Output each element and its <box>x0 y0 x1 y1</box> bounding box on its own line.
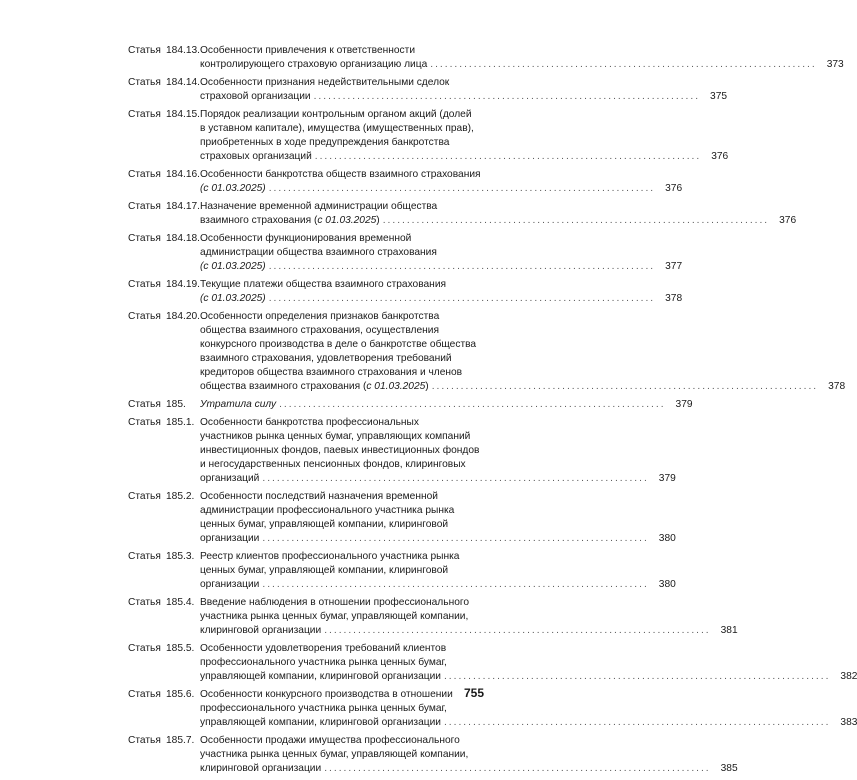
title-text <box>200 670 441 684</box>
entry-page[interactable]: 379 <box>675 399 693 410</box>
title-segment: ) <box>425 381 429 392</box>
dot-leader: ................................................................................ <box>313 91 701 102</box>
title-line <box>200 44 844 58</box>
article-number <box>128 310 200 394</box>
title-line <box>200 150 728 164</box>
title-segment: конкурсного производства в деле о банкротстве общества <box>200 339 477 350</box>
dot-leader: ................................................................................ <box>262 579 649 590</box>
entry-title <box>200 596 738 638</box>
title-segment: Особенности привлечения к ответственности <box>200 45 416 56</box>
title-segment: Особенности признания недействительными сделок <box>200 77 450 88</box>
article-prefix: Статья <box>128 279 161 290</box>
title-text <box>200 656 447 670</box>
title-text <box>200 624 321 638</box>
title-segment: ценных бумаг, управляющей компании, клиринговой <box>200 519 449 530</box>
title-segment: клиринговой организации <box>200 625 322 636</box>
title-line <box>200 670 857 684</box>
title-line <box>200 642 857 656</box>
entry-title <box>200 398 693 412</box>
toc-entry <box>128 490 676 546</box>
toc-entry <box>128 416 676 486</box>
dot-leader: ................................................................................ <box>431 381 819 392</box>
title-line <box>200 76 727 90</box>
entry-page[interactable]: 376 <box>665 183 683 194</box>
title-line <box>200 380 845 394</box>
dot-leader: ................................................................................ <box>262 533 649 544</box>
article-num: 184.17. <box>166 201 200 212</box>
toc-entry <box>128 232 683 274</box>
title-segment: в уставном капитале), имущества (имущественных прав), <box>200 123 474 134</box>
title-line <box>200 578 676 592</box>
article-num: 185.4. <box>166 597 195 608</box>
title-text <box>200 90 311 104</box>
article-number <box>128 76 200 104</box>
title-segment: Особенности банкротства обществ взаимного страхования <box>200 169 481 180</box>
title-text <box>200 182 266 196</box>
title-text <box>200 578 259 592</box>
title-text <box>200 136 449 150</box>
title-text <box>200 150 312 164</box>
article-prefix: Статья <box>128 417 161 428</box>
article-num: 185.5. <box>166 643 195 654</box>
article-num: 184.18. <box>166 233 200 244</box>
article-num: 185. <box>166 399 186 410</box>
entry-page[interactable]: 380 <box>658 533 676 544</box>
article-number <box>128 490 200 546</box>
toc-entry <box>128 44 844 72</box>
title-line <box>200 490 676 504</box>
title-text <box>200 702 447 716</box>
article-number <box>128 688 200 730</box>
title-segment: Особенности удовлетворения требований клиентов <box>200 643 447 654</box>
toc-entry <box>128 734 738 776</box>
title-line <box>200 532 676 546</box>
title-segment: ценных бумаг, управляющей компании, клиринговой <box>200 565 449 576</box>
title-line <box>200 310 845 324</box>
dot-leader: ................................................................................ <box>279 399 666 410</box>
entry-title <box>200 550 676 592</box>
entry-title <box>200 734 738 776</box>
title-line <box>200 416 676 430</box>
entry-page[interactable]: 381 <box>720 625 738 636</box>
title-line <box>200 398 693 412</box>
title-segment: (с 01.03.2025) <box>200 293 266 304</box>
article-number <box>128 108 200 164</box>
title-line <box>200 762 738 776</box>
title-line <box>200 518 676 532</box>
title-text <box>200 416 419 430</box>
title-text <box>200 246 437 260</box>
title-text <box>200 642 446 656</box>
toc-entry <box>128 200 797 228</box>
title-line <box>200 596 738 610</box>
title-line <box>200 58 844 72</box>
title-segment: управляющей компании, клиринговой организации <box>200 717 441 728</box>
title-segment: Особенности определения признаков банкротства <box>200 311 440 322</box>
title-segment: приобретенных в ходе предупреждения банкротства <box>200 137 450 148</box>
title-text <box>200 596 469 610</box>
title-text <box>200 324 439 338</box>
article-prefix: Статья <box>128 169 161 180</box>
title-text <box>200 688 453 702</box>
title-text <box>200 380 429 394</box>
title-segment: организаций <box>200 473 260 484</box>
title-segment: и негосударственных пенсионных фондов, клиринговых <box>200 459 466 470</box>
title-segment: ) <box>376 215 380 226</box>
title-segment: Особенности функционирования временной <box>200 233 412 244</box>
title-segment: страховой организации <box>200 91 311 102</box>
title-line <box>200 688 857 702</box>
title-line <box>200 232 682 246</box>
title-text <box>200 260 266 274</box>
toc-entry <box>128 108 729 164</box>
article-num: 185.6. <box>166 689 195 700</box>
title-text <box>200 472 259 486</box>
date-note: с 01.03.2025 <box>317 215 377 226</box>
title-line <box>200 324 845 338</box>
entry-title <box>200 642 857 684</box>
title-text <box>200 504 454 518</box>
toc-entry <box>128 688 857 730</box>
title-segment: Особенности конкурсного производства в отношении <box>200 689 453 700</box>
article-num: 185.2. <box>166 491 195 502</box>
title-text <box>200 518 448 532</box>
article-number <box>128 232 200 274</box>
title-segment: взаимного страхования, удовлетворения требований <box>200 353 452 364</box>
title-line <box>200 504 676 518</box>
title-line <box>200 136 728 150</box>
entry-page[interactable]: 380 <box>658 579 676 590</box>
title-line <box>200 260 682 274</box>
title-line <box>200 472 676 486</box>
title-segment: участника рынка ценных бумаг, управляющей компании, <box>200 611 469 622</box>
title-segment: кредиторов общества взаимного страхования и членов <box>200 367 463 378</box>
entry-title <box>200 44 844 72</box>
title-line <box>200 702 857 716</box>
title-text <box>200 610 468 624</box>
article-prefix: Статья <box>128 597 161 608</box>
entry-title <box>200 200 796 228</box>
article-prefix: Статья <box>128 551 161 562</box>
article-prefix: Статья <box>128 77 161 88</box>
title-line <box>200 182 682 196</box>
title-segment: инвестиционных фондов, паевых инвестиционных фондов <box>200 445 480 456</box>
toc-entry <box>128 310 846 394</box>
toc-entry <box>128 398 693 412</box>
title-segment: профессионального участника рынка ценных бумаг, <box>200 703 447 714</box>
title-segment: управляющей компании, клиринговой организации <box>200 671 441 682</box>
page-number: 755 <box>463 686 484 700</box>
article-number <box>128 596 200 638</box>
title-text <box>200 564 448 578</box>
article-number <box>128 200 200 228</box>
title-text <box>200 44 415 58</box>
title-text <box>200 762 321 776</box>
entry-page[interactable]: 377 <box>665 261 683 272</box>
title-segment: клиринговой организации <box>200 763 322 774</box>
title-line <box>200 352 845 366</box>
title-text <box>200 76 449 90</box>
title-segment: администрации общества взаимного страхования <box>200 247 437 258</box>
title-segment: контролирующего страховую организацию лица <box>200 59 428 70</box>
title-segment: участника рынка ценных бумаг, управляющей компании, <box>200 749 469 760</box>
article-num: 184.13. <box>166 45 200 56</box>
title-segment: профессионального участника рынка ценных бумаг, <box>200 657 447 668</box>
entry-page[interactable]: 379 <box>658 473 676 484</box>
article-number <box>128 278 200 306</box>
title-text <box>200 398 276 412</box>
dot-leader: ................................................................................ <box>262 473 649 484</box>
title-segment: страховых организаций <box>200 151 312 162</box>
article-prefix: Статья <box>128 45 161 56</box>
article-number <box>128 642 200 684</box>
entry-page[interactable]: 376 <box>711 151 729 162</box>
title-line <box>200 458 676 472</box>
entry-page[interactable]: 385 <box>720 763 738 774</box>
entry-title <box>200 310 845 394</box>
dot-leader: ................................................................................ <box>430 59 817 70</box>
title-segment: Назначение временной администрации общества <box>200 201 438 212</box>
title-line <box>200 564 676 578</box>
entry-title <box>200 108 728 164</box>
title-line <box>200 624 738 638</box>
title-segment: Реестр клиентов профессионального участника рынка <box>200 551 460 562</box>
title-line <box>200 108 728 122</box>
article-prefix: Статья <box>128 689 161 700</box>
dot-leader: ................................................................................ <box>268 183 656 194</box>
title-line <box>200 200 796 214</box>
dot-leader: ................................................................................ <box>314 151 702 162</box>
title-line <box>200 214 796 228</box>
title-text <box>200 310 439 324</box>
title-line <box>200 278 682 292</box>
title-line <box>200 168 682 182</box>
title-segment: организации <box>200 533 260 544</box>
title-text <box>200 734 460 748</box>
title-line <box>200 610 738 624</box>
title-text <box>200 458 466 472</box>
title-line <box>200 246 682 260</box>
title-segment: Утратила силу <box>200 399 277 410</box>
entry-title <box>200 76 727 104</box>
dot-leader: ................................................................................ <box>443 717 831 728</box>
title-line <box>200 444 676 458</box>
article-num: 185.3. <box>166 551 195 562</box>
title-text <box>200 200 437 214</box>
title-segment: Введение наблюдения в отношении профессионального <box>200 597 470 608</box>
dot-leader: ................................................................................ <box>382 215 770 226</box>
title-line <box>200 430 676 444</box>
table-of-contents <box>128 44 857 780</box>
article-num: 184.16. <box>166 169 200 180</box>
title-text <box>200 168 481 182</box>
article-num: 185.7. <box>166 735 195 746</box>
article-num: 184.14. <box>166 77 200 88</box>
title-line <box>200 748 738 762</box>
title-text <box>200 532 259 546</box>
dot-leader: ................................................................................ <box>268 261 656 272</box>
article-number <box>128 550 200 592</box>
title-line <box>200 90 727 104</box>
entry-page[interactable]: 383 <box>840 717 857 728</box>
title-segment: общества взаимного страхования, осуществления <box>200 325 439 336</box>
article-num: 184.19. <box>166 279 200 290</box>
article-prefix: Статья <box>128 201 161 212</box>
title-segment: общества взаимного страхования ( <box>200 381 367 392</box>
title-segment: (с 01.03.2025) <box>200 183 266 194</box>
toc-entry <box>128 168 683 196</box>
article-number <box>128 44 200 72</box>
entry-page[interactable]: 375 <box>710 91 728 102</box>
title-text <box>200 366 462 380</box>
title-text <box>200 278 446 292</box>
entry-page[interactable]: 373 <box>826 59 844 70</box>
title-line <box>200 122 728 136</box>
title-segment: Порядок реализации контрольным органом акций (долей <box>200 109 472 120</box>
dot-leader: ................................................................................ <box>324 763 711 774</box>
article-prefix: Статья <box>128 491 161 502</box>
title-text <box>200 444 479 458</box>
entry-title <box>200 416 676 486</box>
title-text <box>200 122 474 136</box>
entry-title <box>200 168 682 196</box>
article-number <box>128 416 200 486</box>
entry-title <box>200 490 676 546</box>
title-line <box>200 550 676 564</box>
article-number <box>128 168 200 196</box>
title-line <box>200 292 682 306</box>
dot-leader: ................................................................................ <box>268 293 656 304</box>
title-segment: участников рынка ценных бумаг, управляющих компаний <box>200 431 471 442</box>
entry-title <box>200 278 682 306</box>
toc-entry <box>128 642 857 684</box>
title-text <box>200 108 472 122</box>
article-prefix: Статья <box>128 735 161 746</box>
article-prefix: Статья <box>128 311 161 322</box>
entry-page[interactable]: 382 <box>840 671 857 682</box>
title-text <box>200 748 468 762</box>
title-line <box>200 716 857 730</box>
title-text <box>200 338 476 352</box>
title-segment: Особенности последствий назначения временной <box>200 491 438 502</box>
title-segment: Текущие платежи общества взаимного страхования <box>200 279 447 290</box>
date-note: с 01.03.2025 <box>366 381 426 392</box>
article-num: 184.20. <box>166 311 200 322</box>
title-line <box>200 656 857 670</box>
title-text <box>200 490 438 504</box>
title-segment: администрации профессионального участника рынка <box>200 505 455 516</box>
entry-title <box>200 688 857 730</box>
article-prefix: Статья <box>128 643 161 654</box>
toc-entry <box>128 550 676 592</box>
entry-title <box>200 232 682 274</box>
title-text <box>200 214 380 228</box>
title-text <box>200 550 459 564</box>
title-segment: Особенности продажи имущества профессионального <box>200 735 460 746</box>
title-text <box>200 292 266 306</box>
title-segment: Особенности банкротства профессиональных <box>200 417 419 428</box>
toc-entry <box>128 596 738 638</box>
article-prefix: Статья <box>128 399 161 410</box>
article-num: 184.15. <box>166 109 200 120</box>
title-text <box>200 430 470 444</box>
title-segment: организации <box>200 579 260 590</box>
article-num: 185.1. <box>166 417 195 428</box>
article-number <box>128 398 200 412</box>
article-number <box>128 734 200 776</box>
entry-page[interactable]: 378 <box>828 381 846 392</box>
title-text <box>200 716 441 730</box>
title-line <box>200 338 845 352</box>
title-text <box>200 352 452 366</box>
title-line <box>200 734 738 748</box>
title-text <box>200 232 411 246</box>
article-prefix: Статья <box>128 233 161 244</box>
toc-entry <box>128 76 728 104</box>
title-segment: (с 01.03.2025) <box>200 261 266 272</box>
title-text <box>200 58 427 72</box>
entry-page[interactable]: 378 <box>665 293 683 304</box>
dot-leader: ................................................................................ <box>324 625 711 636</box>
toc-entry <box>128 278 683 306</box>
dot-leader: ................................................................................ <box>443 671 831 682</box>
title-segment: взаимного страхования ( <box>200 215 318 226</box>
article-prefix: Статья <box>128 109 161 120</box>
entry-page[interactable]: 376 <box>779 215 797 226</box>
title-line <box>200 366 845 380</box>
